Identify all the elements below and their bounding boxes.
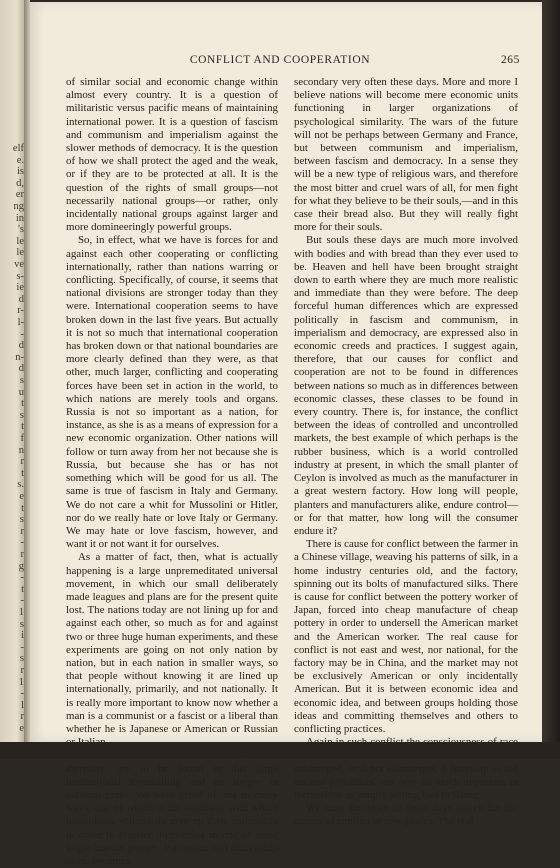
page-edge-shadow [542,0,560,759]
paragraph: As a matter of fact, then, what is actually happening is a large unpremeditated universal movement, in which our small deliberately made leagues and plans are for the present quite lost. The nations today are not lining up for and against each other, so much as for and against two or three huge human experiments, and these experiments are going on not only nation by nation, but in each nation in smaller ways, so that people without knowing it are lined up internationally, primarily, and not nationally. It is really more important to know now whether a man is a communist or a fascist or a liberal than whether he is Japanese or American or Russian [66,551,278,735]
facing-page-fragment: r [20,549,24,560]
facing-page-fragment: t [21,467,24,479]
facing-page-fragment: t [21,502,24,514]
facing-page-fragment: is [16,166,24,178]
facing-page-fragment: s. [17,479,24,491]
facing-page-fragment: ie [16,282,24,294]
paragraph: of similar social and economic change within almost every country. It is a question of militaristic versus pacific means of maintaining international power. It is a question of fascism and communism and imperialism against the slower methods of democracy. It is the question of how we shall protect the aged and the weak, or if they are to be protected at all. It is the question of the rights of small groups—not necessarily national groups—or rather, only incidentally national groups against larger and more domineeringly powerful groups. [66,76,278,234]
facing-page-fragment: s [19,375,24,386]
paragraph: submerged, or if not submerged, it flares up as old ancient prejudices, not now so much important in themselves as simply adding fuel to flame. [294,762,518,801]
facing-page-edge [0,0,24,759]
facing-page-fragment: r- [17,305,24,317]
facing-page-fragment: s- [16,270,24,282]
facing-page-fragment: 1 [18,676,24,688]
facing-page-fragment: t [21,421,24,433]
background-band [0,742,560,759]
paragraph: But souls these days are much more involved with bodies and with bread than they ever used to be. Heaven and hell have been brought straight down to earth where they are much more realistic and immediate than they were before. The deep forceful human differences which are expressed politically in fascism and communism, in imperialism and democracy, are expressed also in economic creeds and practices. I suggest again, therefore, that our causes for conflict and cooperation are not to be found in differences between nations so much as in differences between economic classes, these classes to be found in every country. There is, for instance, the conflict between the ideas of controlled and uncontrolled markets, the best example of which perhaps is the rubber business, which is a world controlled industry at present, in which the small planter of Ceylon is involved as much as the manufacturer in a great western factory. How long will people, planters and manufacturers alike, endure control—or for that matter, how long will the consumer endure it? [294,234,518,537]
facing-page-fragment: e. [16,154,24,166]
right-column [294,76,518,829]
facing-page-fragment: er [15,189,24,201]
paragraph: therefore, are to be found in this large international marshalling and no longer in national ranks. We have proof of this in many ways, one of which is the readiness with which individuals voluntarily give up their nationality in order to register themselves in one of these larger human groups. Patriotism and citizenship even, becomes [66,762,278,867]
facing-page-fragment: e [19,491,24,502]
facing-page-fragment: ve [14,259,24,270]
facing-page-fragment: 's [18,224,24,236]
facing-page-fragment: - [20,572,24,584]
facing-page-fragment: t [21,398,24,410]
facing-page-fragment: s [19,618,24,630]
page-header [30,54,542,72]
facing-page-fragment: d [18,293,24,305]
paragraph: We must therefore in these days search for the causes of conflict in new places. The real [294,802,518,828]
facing-page-fragment: r [20,456,24,468]
facing-page-fragment: - [20,688,24,700]
paragraph: So, in effect, what we have is forces for and against each other cooperating or conflicting internationally, rather than nations warring or conflicting. Specifically, of course, it seems that national divisions are stronger today than they were. International cooperation seems to have broken down in the last five years. But actually it is not so much that international cooperation has broken down or that national boundaries are more clearly defined than they were, as that other, much larger, conflicting and cooperating forces have been set in action in the world, to which nations are merely tools and organs. Russia is not so important as a nation, for instance, as she is as a means of expression for a new economic organization. Other nations will follow or turn away from her not because she is Russia, but because she has or has not something which will be good for us all. The same is true of fascism in Italy and Germany. We do not care a whit for Mussolini or Hitler, nor do we really hate or love Italy or Germany. We may hate or love fascism, however, and want it or not want it for ourselves. [66,234,278,551]
facing-page-fragment: r [20,665,24,676]
facing-page-fragment: t [21,583,24,595]
facing-page-fragment: s [19,653,24,665]
book-page [30,2,542,867]
facing-page-fragment: e [19,723,24,734]
facing-page-fragment: u [18,386,24,398]
page-number: 265 [500,54,520,66]
facing-page-fragment: in [15,212,24,224]
facing-page-fragment: - [20,641,24,653]
facing-page-fragment: f [20,433,24,444]
facing-page-fragment: n [18,444,24,456]
facing-page-fragment: d [18,363,24,375]
facing-page-fragment: le [16,247,24,259]
facing-page-fragment: d, [16,177,24,189]
paragraph: secondary very often these days. More and more I believe nations will become mere economic units functioning in larger organizations of psychological similarity. The wars of the future will not be perhaps between Germany and France, but between communism and imperialism, between fascism and democracy. In a sense they will be a new type of religious wars, and therefore the most bitter and cruel wars of all, for men fight for what they believe to be their souls,—and in this case their bread also. But they will really fight more for their souls. [294,76,518,234]
facing-page-fragment: r [20,711,24,723]
facing-page-fragment: g [18,560,24,572]
facing-page-fragment: ng [13,201,24,212]
facing-page-fragment: - [20,328,24,340]
facing-page-fragment: le [16,235,24,247]
facing-page-fragment: d [18,340,24,352]
running-title: CONFLICT AND COOPERATION [189,54,371,66]
facing-page-fragment: - [20,595,24,607]
facing-page-fragment: i [21,630,24,642]
facing-page-fragment: n- [15,351,24,363]
facing-page-fragment: s [19,409,24,421]
facing-page-fragment: r [20,525,24,537]
paragraph: There is cause for conflict between the farmer in a Chinese village, weaving his patterns of silk, in a home industry centuries old, and the factory, spinning out its bolts of manufactured silks. There is cause for conflict between the pottery worker of Japan, forced into cheap manufacture of cheap pottery in order to undersell the American market and the American worker. The real cause for conflict is not east and west, nor national, for the factory may be in China, and the market may not be exclusively American or only incidentally American. But it is between economic idea and economic idea, and between groups holding those ideas and committing themselves and others to conflicting practices. [294,538,518,735]
facing-page-fragment: 1 [18,607,24,618]
facing-page-fragment: l- [17,317,24,328]
facing-page-fragment: elf [12,143,24,154]
facing-page-fragment: - [20,537,24,549]
facing-page-fragment: s [19,514,24,526]
facing-page-fragment: l [21,699,24,711]
